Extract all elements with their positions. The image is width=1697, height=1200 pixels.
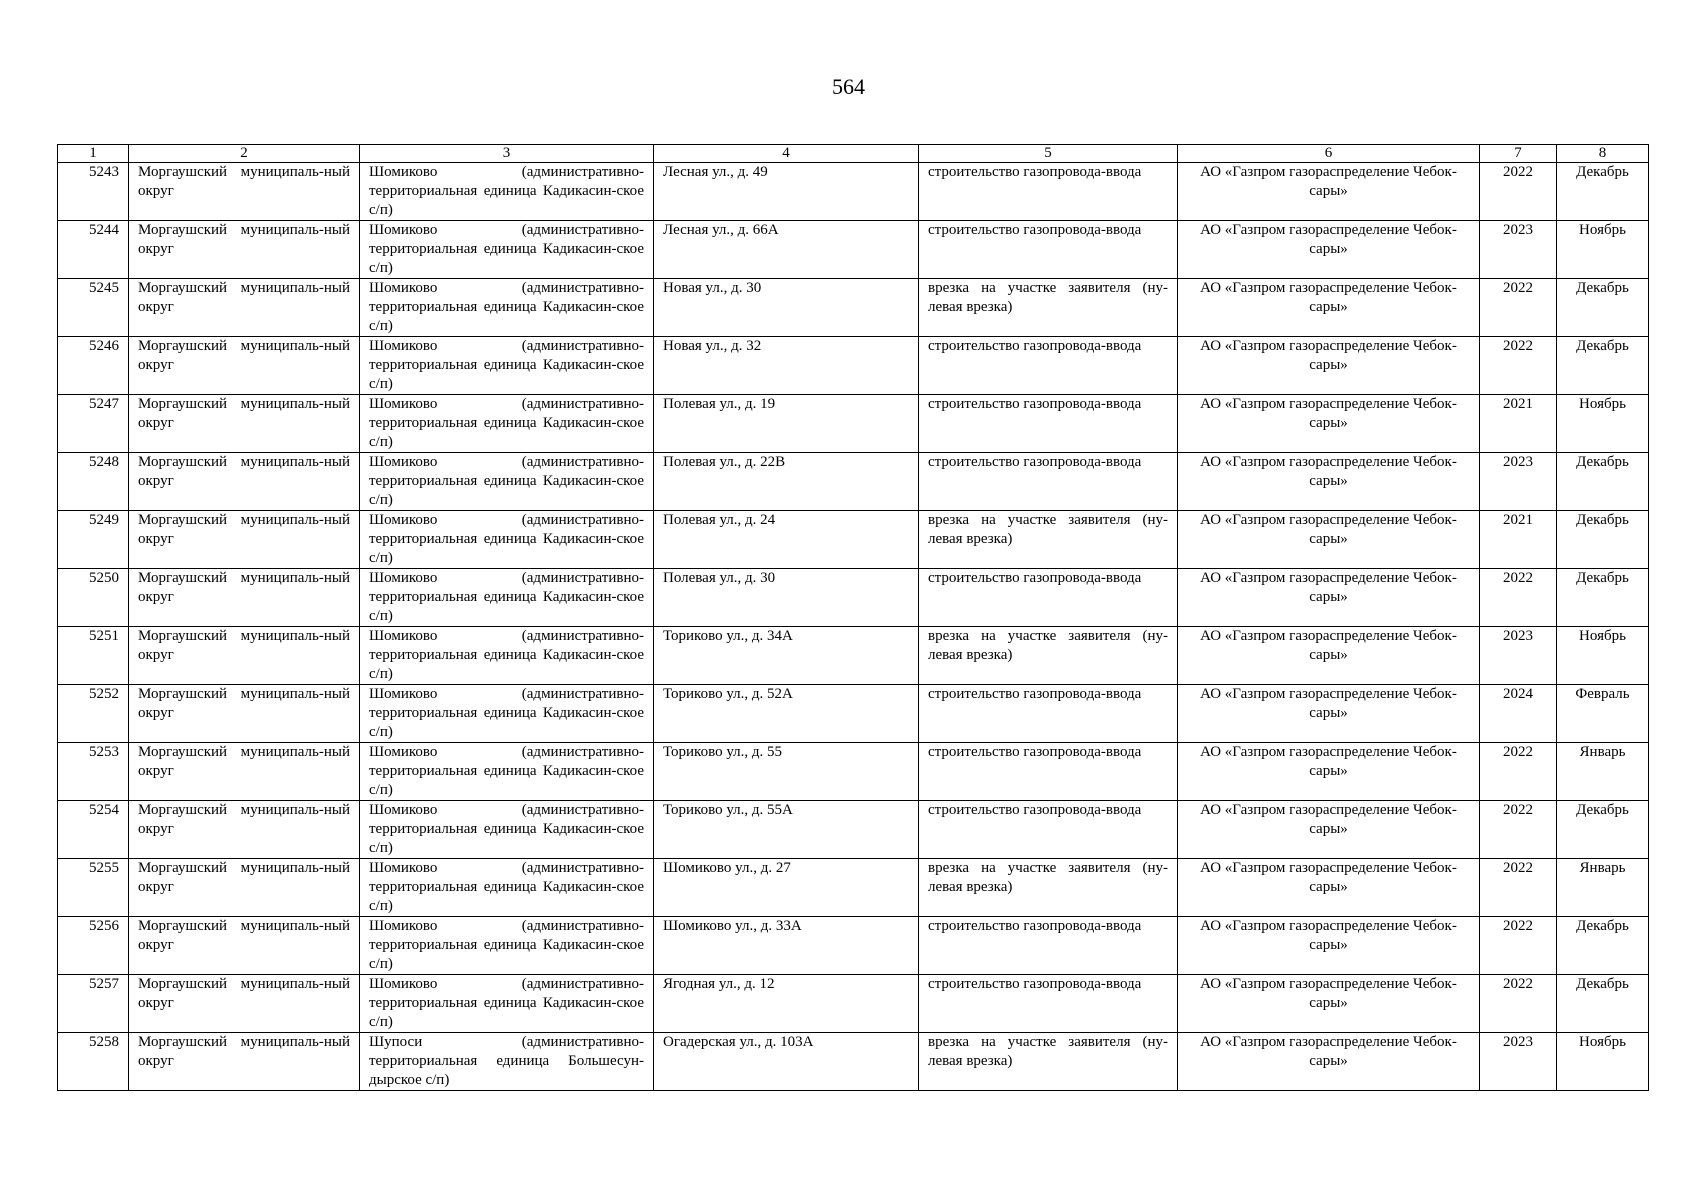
month-cell: Ноябрь (1557, 1033, 1649, 1091)
table-row (58, 975, 1649, 1033)
district-cell: Моргаушский муниципаль-ный округ (129, 743, 360, 801)
district-cell: Моргаушский муниципаль-ный округ (129, 975, 360, 1033)
district-cell: Моргаушский муниципаль-ный округ (129, 801, 360, 859)
organization-cell: АО «Газпром газораспределение Чебок-сары» (1178, 569, 1480, 627)
work-type-cell: врезка на участке заявителя (ну-левая врезка) (919, 1033, 1178, 1091)
settlement-cell: Шомиково (административно-территориальная единица Кадикасин-ское с/п) (360, 685, 654, 743)
row-number-cell: 5257 (58, 975, 129, 1033)
month-cell: Ноябрь (1557, 627, 1649, 685)
address-cell: Лесная ул., д. 66А (654, 221, 919, 279)
row-number-cell: 5249 (58, 511, 129, 569)
year-cell: 2022 (1480, 975, 1557, 1033)
district-cell: Моргаушский муниципаль-ный округ (129, 917, 360, 975)
organization-cell: АО «Газпром газораспределение Чебок-сары» (1178, 743, 1480, 801)
year-cell: 2022 (1480, 859, 1557, 917)
district-cell: Моргаушский муниципаль-ный округ (129, 395, 360, 453)
year-cell: 2021 (1480, 511, 1557, 569)
organization-cell: АО «Газпром газораспределение Чебок-сары» (1178, 163, 1480, 221)
month-cell: Декабрь (1557, 569, 1649, 627)
work-type-cell: строительство газопровода-ввода (919, 801, 1178, 859)
row-number-cell: 5248 (58, 453, 129, 511)
organization-cell: АО «Газпром газораспределение Чебок-сары» (1178, 221, 1480, 279)
work-type-cell: врезка на участке заявителя (ну-левая врезка) (919, 627, 1178, 685)
work-type-cell: врезка на участке заявителя (ну-левая врезка) (919, 859, 1178, 917)
table-row (58, 453, 1649, 511)
work-type-cell: строительство газопровода-ввода (919, 221, 1178, 279)
column-number-row (58, 145, 1649, 163)
settlement-cell: Шомиково (административно-территориальная единица Кадикасин-ское с/п) (360, 337, 654, 395)
address-cell: Шомиково ул., д. 33А (654, 917, 919, 975)
table-row (58, 685, 1649, 743)
month-cell: Декабрь (1557, 337, 1649, 395)
address-cell: Полевая ул., д. 24 (654, 511, 919, 569)
settlement-cell: Шомиково (административно-территориальная единица Кадикасин-ское с/п) (360, 163, 654, 221)
address-cell: Новая ул., д. 32 (654, 337, 919, 395)
district-cell: Моргаушский муниципаль-ный округ (129, 337, 360, 395)
month-cell: Декабрь (1557, 917, 1649, 975)
table-row (58, 395, 1649, 453)
year-cell: 2023 (1480, 627, 1557, 685)
work-type-cell: строительство газопровода-ввода (919, 917, 1178, 975)
work-type-cell: строительство газопровода-ввода (919, 337, 1178, 395)
settlement-cell: Шомиково (административно-территориальная единица Кадикасин-ское с/п) (360, 569, 654, 627)
settlement-cell: Шомиково (административно-территориальная единица Кадикасин-ское с/п) (360, 975, 654, 1033)
year-cell: 2021 (1480, 395, 1557, 453)
address-cell: Лесная ул., д. 49 (654, 163, 919, 221)
address-cell: Полевая ул., д. 19 (654, 395, 919, 453)
district-cell: Моргаушский муниципаль-ный округ (129, 569, 360, 627)
address-cell: Ториково ул., д. 52А (654, 685, 919, 743)
year-cell: 2022 (1480, 743, 1557, 801)
address-cell: Ягодная ул., д. 12 (654, 975, 919, 1033)
row-number-cell: 5251 (58, 627, 129, 685)
district-cell: Моргаушский муниципаль-ный округ (129, 627, 360, 685)
organization-cell: АО «Газпром газораспределение Чебок-сары» (1178, 627, 1480, 685)
month-cell: Декабрь (1557, 163, 1649, 221)
district-cell: Моргаушский муниципаль-ный округ (129, 859, 360, 917)
work-type-cell: строительство газопровода-ввода (919, 395, 1178, 453)
settlement-cell: Шомиково (административно-территориальная единица Кадикасин-ское с/п) (360, 917, 654, 975)
column-number: 7 (1480, 145, 1557, 163)
column-number: 2 (129, 145, 360, 163)
organization-cell: АО «Газпром газораспределение Чебок-сары» (1178, 975, 1480, 1033)
district-cell: Моргаушский муниципаль-ный округ (129, 279, 360, 337)
year-cell: 2024 (1480, 685, 1557, 743)
row-number-cell: 5246 (58, 337, 129, 395)
settlement-cell: Шомиково (административно-территориальная единица Кадикасин-ское с/п) (360, 743, 654, 801)
row-number-cell: 5255 (58, 859, 129, 917)
column-number: 4 (654, 145, 919, 163)
address-cell: Огадерская ул., д. 103А (654, 1033, 919, 1091)
settlement-cell: Шупоси (административно-территориальная единица Большесун-дырское с/п) (360, 1033, 654, 1091)
address-cell: Ториково ул., д. 55 (654, 743, 919, 801)
column-number: 5 (919, 145, 1178, 163)
row-number-cell: 5247 (58, 395, 129, 453)
work-type-cell: врезка на участке заявителя (ну-левая врезка) (919, 279, 1178, 337)
address-cell: Шомиково ул., д. 27 (654, 859, 919, 917)
row-number-cell: 5245 (58, 279, 129, 337)
district-cell: Моргаушский муниципаль-ный округ (129, 163, 360, 221)
district-cell: Моргаушский муниципаль-ный округ (129, 685, 360, 743)
column-number: 3 (360, 145, 654, 163)
year-cell: 2023 (1480, 1033, 1557, 1091)
settlement-cell: Шомиково (административно-территориальная единица Кадикасин-ское с/п) (360, 801, 654, 859)
year-cell: 2022 (1480, 569, 1557, 627)
table-row (58, 337, 1649, 395)
district-cell: Моргаушский муниципаль-ный округ (129, 511, 360, 569)
row-number-cell: 5253 (58, 743, 129, 801)
work-type-cell: строительство газопровода-ввода (919, 743, 1178, 801)
row-number-cell: 5258 (58, 1033, 129, 1091)
month-cell: Январь (1557, 859, 1649, 917)
address-cell: Ториково ул., д. 34А (654, 627, 919, 685)
row-number-cell: 5250 (58, 569, 129, 627)
settlement-cell: Шомиково (административно-территориальная единица Кадикасин-ское с/п) (360, 859, 654, 917)
organization-cell: АО «Газпром газораспределение Чебок-сары» (1178, 511, 1480, 569)
settlement-cell: Шомиково (административно-территориальная единица Кадикасин-ское с/п) (360, 627, 654, 685)
month-cell: Ноябрь (1557, 221, 1649, 279)
district-cell: Моргаушский муниципаль-ный округ (129, 1033, 360, 1091)
work-type-cell: строительство газопровода-ввода (919, 685, 1178, 743)
table-row (58, 221, 1649, 279)
organization-cell: АО «Газпром газораспределение Чебок-сары» (1178, 685, 1480, 743)
work-type-cell: строительство газопровода-ввода (919, 569, 1178, 627)
organization-cell: АО «Газпром газораспределение Чебок-сары» (1178, 859, 1480, 917)
year-cell: 2022 (1480, 163, 1557, 221)
district-cell: Моргаушский муниципаль-ный округ (129, 221, 360, 279)
settlement-cell: Шомиково (административно-территориальная единица Кадикасин-ское с/п) (360, 279, 654, 337)
row-number-cell: 5256 (58, 917, 129, 975)
month-cell: Декабрь (1557, 453, 1649, 511)
row-number-cell: 5243 (58, 163, 129, 221)
month-cell: Декабрь (1557, 801, 1649, 859)
month-cell: Декабрь (1557, 975, 1649, 1033)
settlement-cell: Шомиково (административно-территориальная единица Кадикасин-ское с/п) (360, 453, 654, 511)
organization-cell: АО «Газпром газораспределение Чебок-сары» (1178, 395, 1480, 453)
address-cell: Новая ул., д. 30 (654, 279, 919, 337)
organization-cell: АО «Газпром газораспределение Чебок-сары» (1178, 1033, 1480, 1091)
organization-cell: АО «Газпром газораспределение Чебок-сары» (1178, 337, 1480, 395)
table-row (58, 801, 1649, 859)
settlement-cell: Шомиково (административно-территориальная единица Кадикасин-ское с/п) (360, 511, 654, 569)
year-cell: 2022 (1480, 917, 1557, 975)
work-type-cell: строительство газопровода-ввода (919, 453, 1178, 511)
table-row (58, 163, 1649, 221)
month-cell: Декабрь (1557, 279, 1649, 337)
address-cell: Полевая ул., д. 22В (654, 453, 919, 511)
year-cell: 2022 (1480, 337, 1557, 395)
year-cell: 2022 (1480, 279, 1557, 337)
gasification-table (57, 144, 1649, 1091)
month-cell: Ноябрь (1557, 395, 1649, 453)
table-row (58, 511, 1649, 569)
organization-cell: АО «Газпром газораспределение Чебок-сары» (1178, 279, 1480, 337)
settlement-cell: Шомиково (административно-территориальная единица Кадикасин-ское с/п) (360, 395, 654, 453)
month-cell: Январь (1557, 743, 1649, 801)
table-row (58, 569, 1649, 627)
table-body (58, 163, 1649, 1091)
table-row (58, 627, 1649, 685)
month-cell: Декабрь (1557, 511, 1649, 569)
organization-cell: АО «Газпром газораспределение Чебок-сары» (1178, 917, 1480, 975)
address-cell: Ториково ул., д. 55А (654, 801, 919, 859)
work-type-cell: строительство газопровода-ввода (919, 975, 1178, 1033)
page-number: 564 (832, 74, 865, 99)
table-row (58, 743, 1649, 801)
work-type-cell: строительство газопровода-ввода (919, 163, 1178, 221)
settlement-cell: Шомиково (административно-территориальная единица Кадикасин-ское с/п) (360, 221, 654, 279)
organization-cell: АО «Газпром газораспределение Чебок-сары» (1178, 801, 1480, 859)
district-cell: Моргаушский муниципаль-ный округ (129, 453, 360, 511)
year-cell: 2023 (1480, 221, 1557, 279)
table-row (58, 917, 1649, 975)
table-row (58, 1033, 1649, 1091)
row-number-cell: 5252 (58, 685, 129, 743)
column-number: 6 (1178, 145, 1480, 163)
row-number-cell: 5244 (58, 221, 129, 279)
month-cell: Февраль (1557, 685, 1649, 743)
row-number-cell: 5254 (58, 801, 129, 859)
organization-cell: АО «Газпром газораспределение Чебок-сары» (1178, 453, 1480, 511)
work-type-cell: врезка на участке заявителя (ну-левая врезка) (919, 511, 1178, 569)
table-row (58, 859, 1649, 917)
column-number: 8 (1557, 145, 1649, 163)
table-row (58, 279, 1649, 337)
year-cell: 2022 (1480, 801, 1557, 859)
year-cell: 2023 (1480, 453, 1557, 511)
address-cell: Полевая ул., д. 30 (654, 569, 919, 627)
column-number: 1 (58, 145, 129, 163)
